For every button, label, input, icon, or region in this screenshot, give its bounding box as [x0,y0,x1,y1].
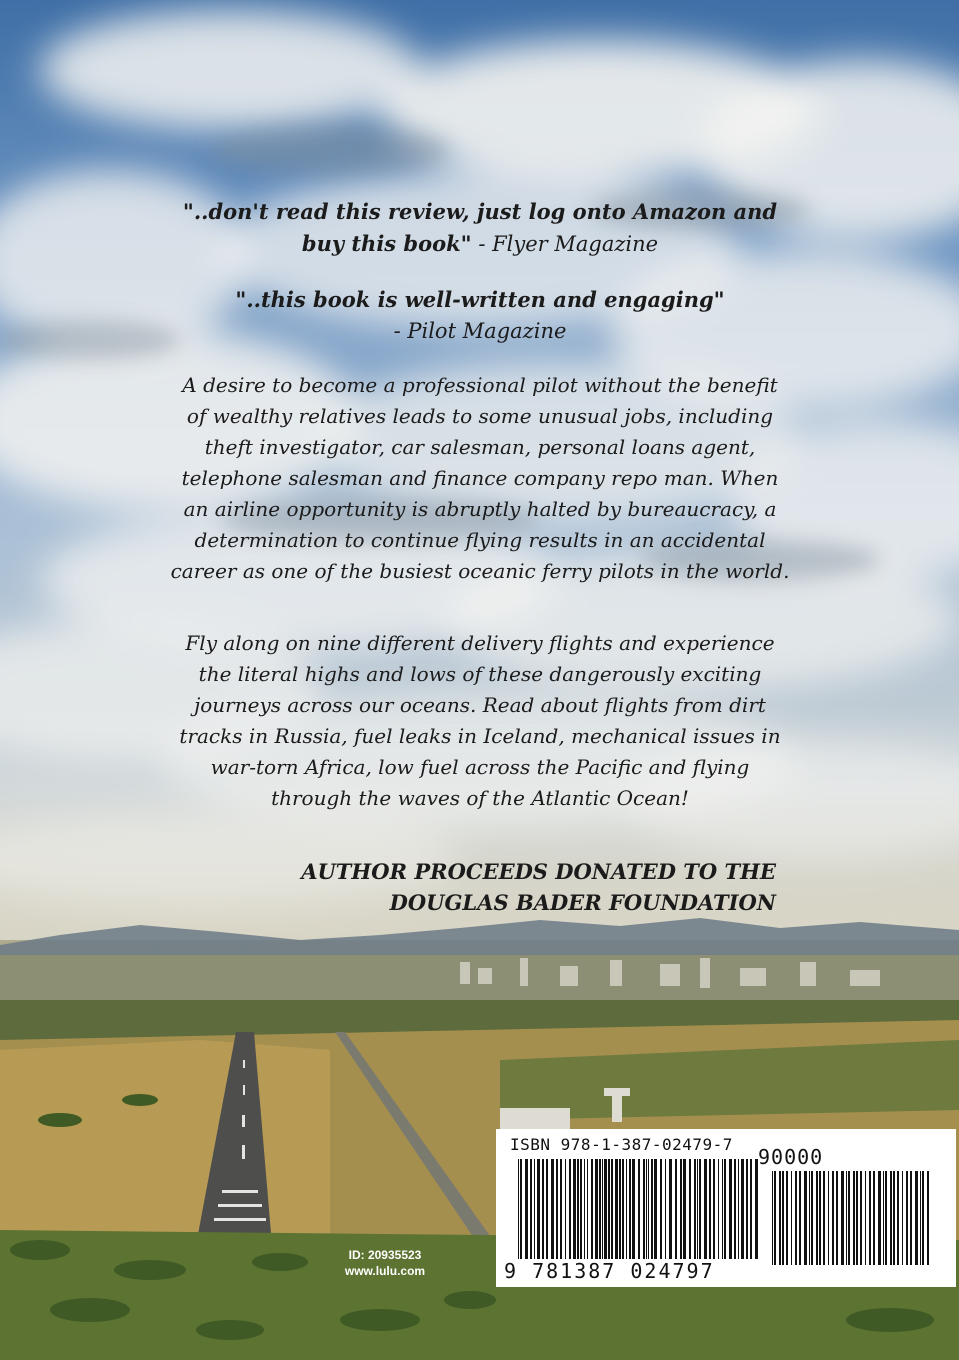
barcode-bar [718,1159,719,1259]
barcode-bar [828,1171,829,1265]
barcode-bar [832,1171,834,1265]
barcode-bar [518,1159,519,1259]
barcode-bar [525,1159,528,1259]
proceeds-line-1: AUTHOR PROCEEDS DONATED TO THE [301,859,776,884]
barcode-bar [779,1171,781,1265]
barcode-bar [799,1171,801,1265]
book-journey-paragraph: Fly along on nine different delivery flights and experience the literal highs and lows of these dangerously exciting journeys across our oceans. Read about flights from dirt tracks in Russia, fuel leaks in Iceland, mechanical issues in war-torn Africa, low fuel across the Pacific and flying through the waves of the Atlantic Ocean! [179,631,781,810]
barcode-bar [680,1159,682,1259]
ean-digits: 9 781387 024797 [504,1259,715,1283]
barcode-bar [648,1159,649,1259]
review-quote-continued: buy this book" [301,231,472,256]
barcode-bar [897,1171,899,1265]
barcode-bar [604,1159,607,1259]
barcode-bar [750,1159,752,1259]
barcode-bar [611,1159,613,1259]
barcode-bar [804,1171,807,1265]
barcode-bar [883,1171,884,1265]
barcode-bar [853,1171,855,1265]
barcode-bar [591,1159,593,1259]
barcode-bar [551,1159,554,1259]
barcode-bar [878,1171,881,1265]
barcode-bar [573,1159,576,1259]
barcode-bar [795,1171,797,1265]
barcode-bar [910,1171,912,1265]
barcode-bar [622,1159,624,1259]
barcode-bar [615,1159,618,1259]
barcode-bar [915,1171,918,1265]
review-pilot-magazine [170,284,790,347]
barcode-bar [599,1159,601,1259]
barcode-bar [791,1171,792,1265]
barcode-bar [675,1159,677,1259]
barcode-bar [595,1159,598,1259]
barcode-bar [651,1159,653,1259]
barcode-bar [741,1159,744,1259]
barcode-bar [638,1159,640,1259]
barcode-bar [816,1171,818,1265]
barcode-bar [729,1159,732,1259]
barcode-bar [722,1159,723,1259]
publisher-info [310,1247,460,1279]
barcode-bar [774,1171,776,1265]
barcode-bar [920,1171,921,1265]
proceeds-line-2: DOUGLAS BADER FOUNDATION [389,890,776,915]
barcode-bar [809,1171,810,1265]
barcode-bar [537,1159,540,1259]
barcode-bar [846,1171,847,1265]
barcode-bar [713,1159,715,1259]
review-flyer-magazine [170,196,790,260]
barcode-bar [893,1171,895,1265]
author-proceeds-notice [180,856,776,918]
barcode-bar [856,1171,858,1265]
barcode-bar [836,1171,838,1265]
barcode-bar [580,1159,582,1259]
barcode-bar [520,1159,522,1259]
isbn-barcode-box [496,1129,956,1287]
barcode-bar [823,1171,825,1265]
barcode-bar [565,1159,566,1259]
barcode-bar [860,1171,862,1265]
publisher-site: www.lulu.com [344,1264,426,1278]
barcode-bar [724,1159,726,1259]
barcode-bar [709,1159,711,1259]
publisher-id: ID: 20935523 [348,1248,422,1262]
price-addon-barcode [772,1171,932,1269]
review-source: - Flyer Magazine [478,232,659,256]
barcode-bar [669,1159,672,1259]
barcode-bar [660,1159,662,1259]
barcode-bar [632,1159,635,1259]
barcode-bar [665,1159,666,1259]
barcode-bar [734,1159,736,1259]
barcode-bar [755,1159,758,1259]
barcode-bar [869,1171,871,1265]
barcode-bar [646,1159,647,1259]
barcode-bar [699,1159,701,1259]
ean-barcode [518,1159,758,1269]
barcode-bar [546,1159,548,1259]
barcode-bar [654,1159,657,1259]
barcode-bar [534,1159,535,1259]
barcode-bar [683,1159,686,1259]
barcode-bar [542,1159,544,1259]
barcode-bar [689,1159,691,1259]
review-source: - Pilot Magazine [393,319,567,343]
barcode-bar [556,1159,558,1259]
barcode-bar [885,1171,887,1265]
barcode-bar [772,1171,773,1265]
barcode-bar [873,1171,875,1265]
barcode-bar [902,1171,903,1265]
barcode-bar [577,1159,579,1259]
barcode-bar [704,1159,707,1259]
barcode-bar [782,1171,784,1265]
barcode-bar [643,1159,645,1259]
barcode-bar [865,1171,866,1265]
barcode-bar [811,1171,813,1265]
barcode-bar [738,1159,739,1259]
barcode-bar [602,1159,603,1259]
review-quote: "..don't read this review, just log onto Amazon and [182,199,778,224]
price-code: 90000 [758,1145,824,1169]
barcode-bar [560,1159,562,1259]
isbn-label: ISBN 978-1-387-02479-7 [510,1135,733,1154]
barcode-bar [697,1159,698,1259]
barcode-bar [890,1171,892,1265]
barcode-bar [587,1159,588,1259]
barcode-bar [694,1159,696,1259]
barcode-bar [819,1171,821,1265]
barcode-bar [786,1171,788,1265]
barcode-bar [530,1159,532,1259]
barcode-bar [841,1171,844,1265]
barcode-bar [584,1159,585,1259]
barcode-bar [619,1159,621,1259]
review-quote: "..this book is well-written and engaging" [235,287,725,312]
barcode-bar [629,1159,631,1259]
barcode-bar [626,1159,627,1259]
barcode-bar [746,1159,748,1259]
barcode-bar [848,1171,850,1265]
barcode-bar [569,1159,571,1259]
barcode-bar [906,1171,908,1265]
barcode-bar [608,1159,610,1259]
barcode-bar [927,1171,929,1265]
book-description: A desire to become a professional pilot without the benefit of wealthy relatives leads to some unusual jobs, including theft investigator, car salesman, personal loans agent, telephone salesman and finance company repo man. When an airline opportunity is abruptly halted by bureaucracy, a determination to continue flying results in an accidental career as one of the busiest oceanic ferry pilots in the world. [170,373,790,583]
barcode-bar [922,1171,924,1265]
